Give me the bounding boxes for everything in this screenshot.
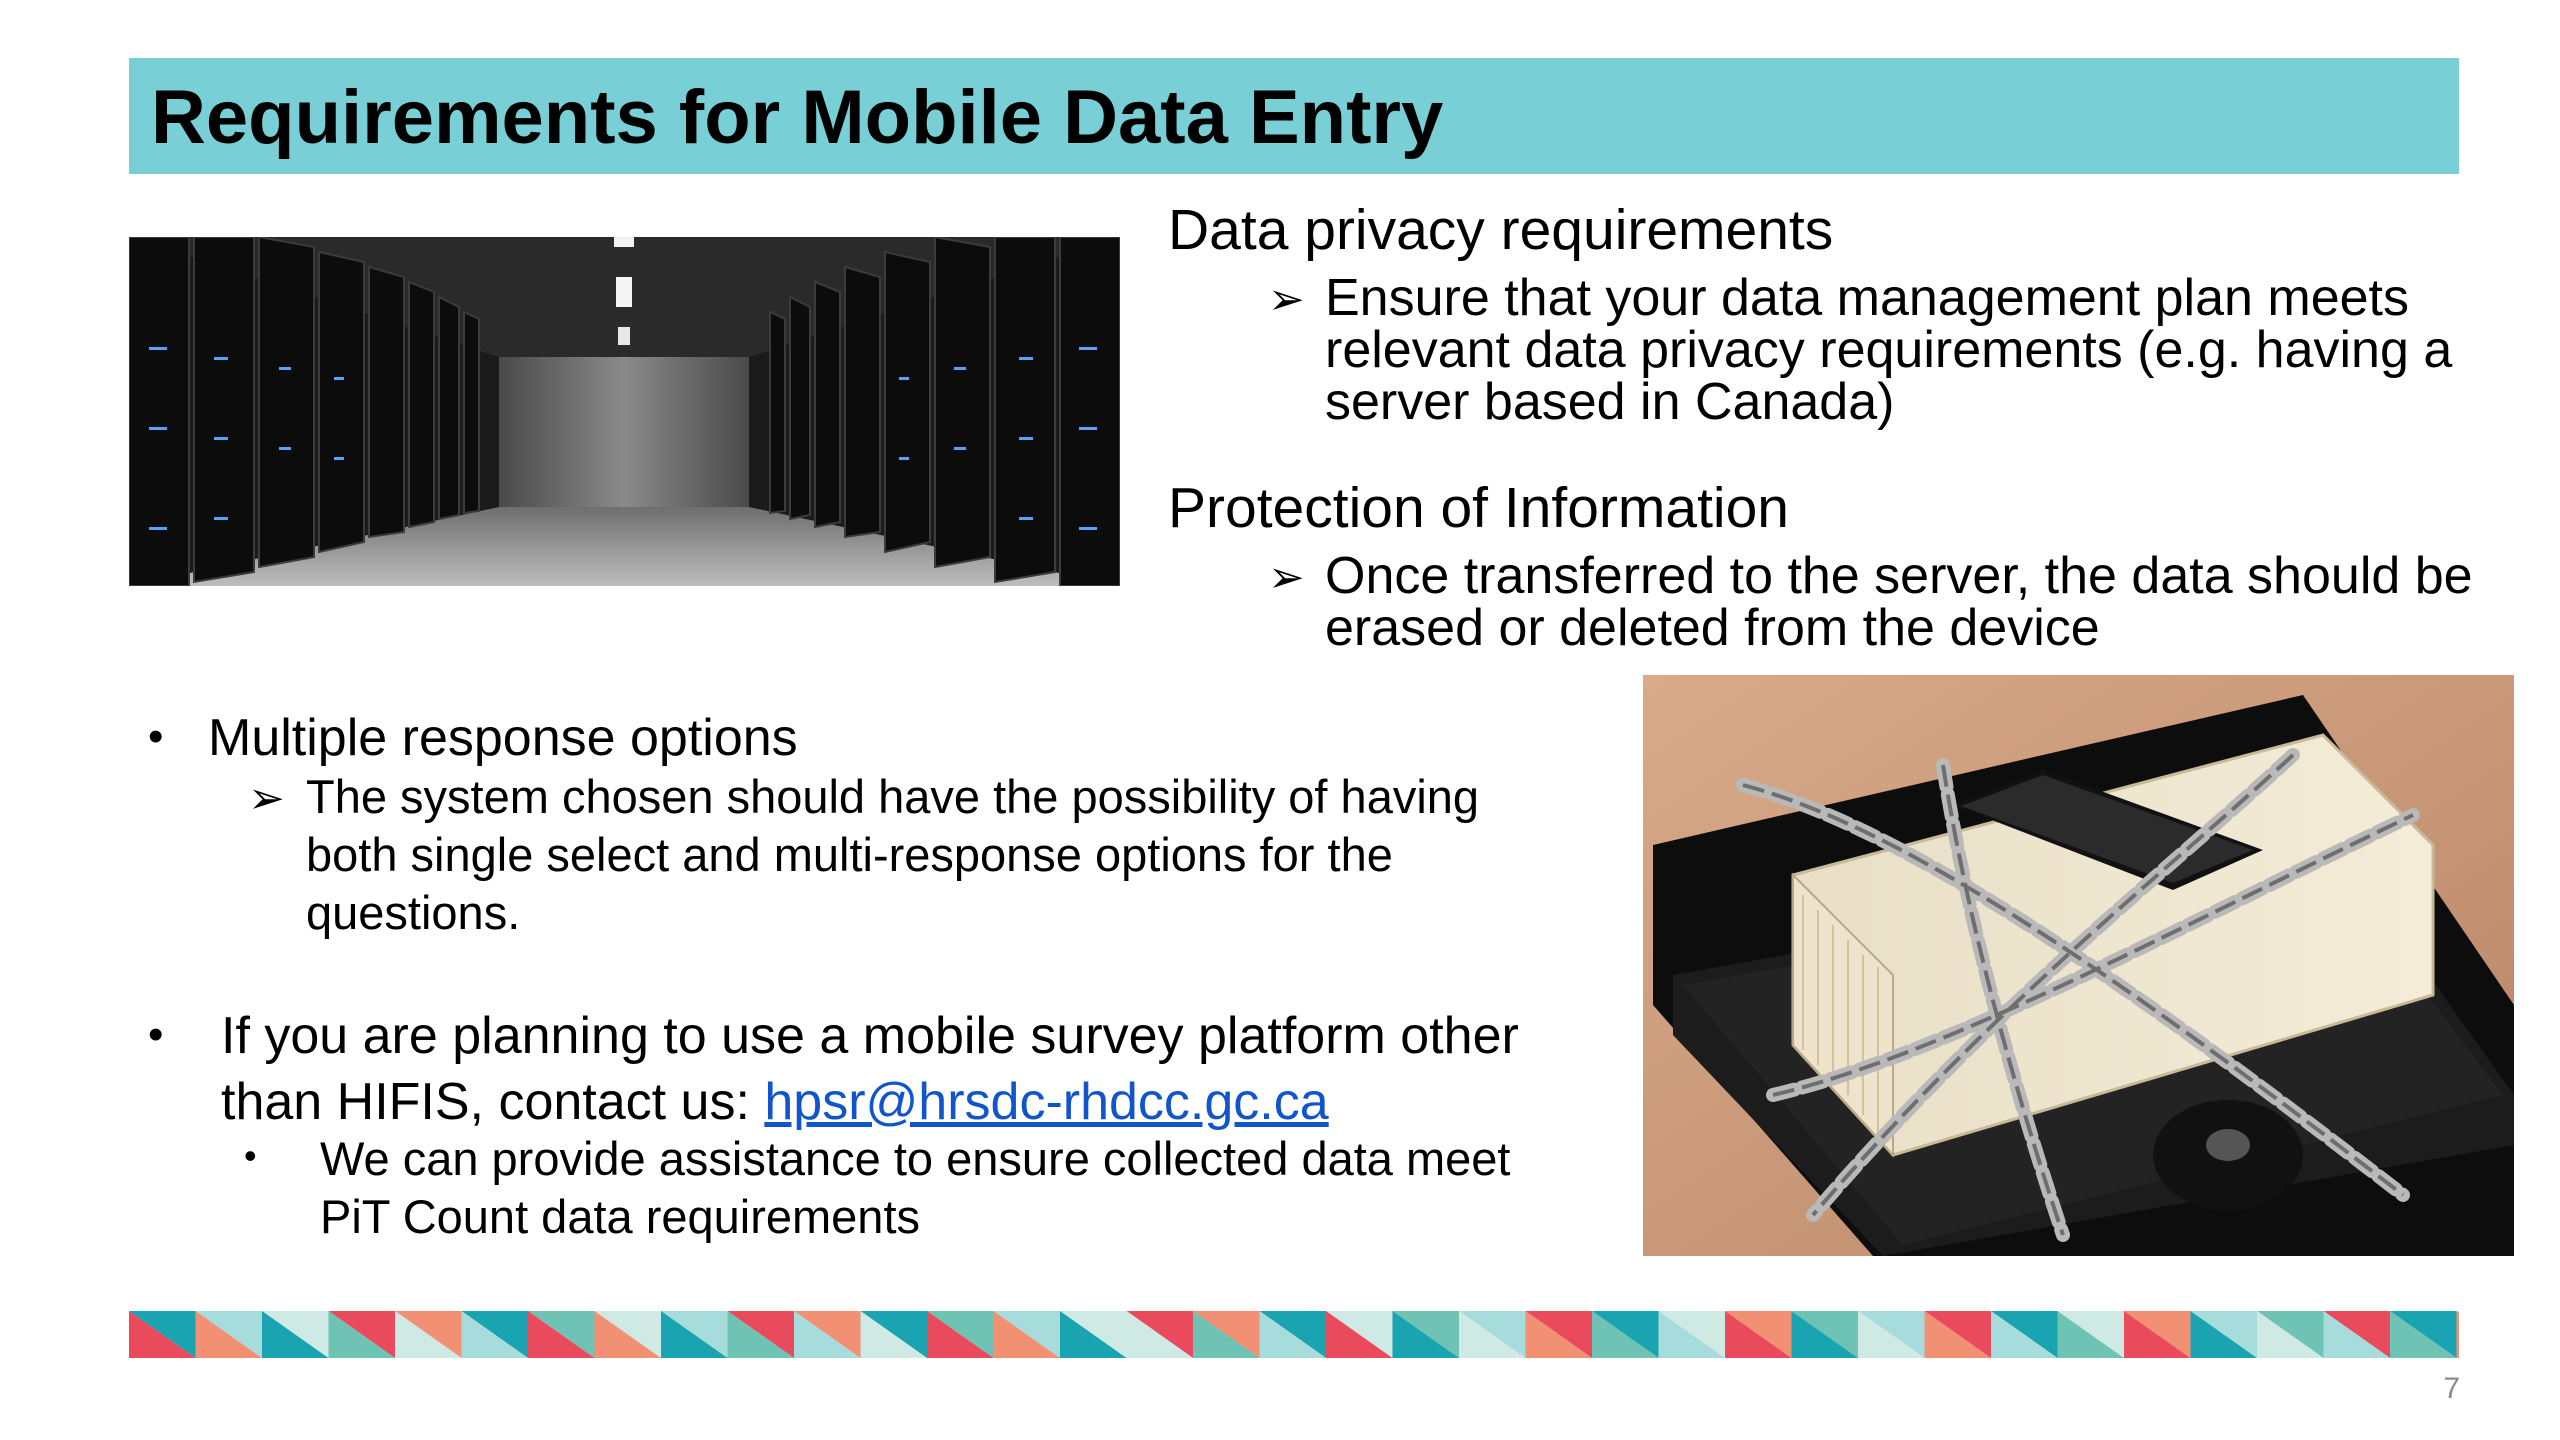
- slide-title: Requirements for Mobile Data Entry: [151, 75, 1444, 160]
- platform-sub-line: We can provide assistance to ensure collected data meet: [320, 1132, 1511, 1185]
- privacy-line: Ensure that your data management plan meets: [1325, 269, 2409, 327]
- server-room-image: [129, 237, 1120, 586]
- privacy-line: relevant data privacy requirements (e.g. having a: [1325, 321, 2453, 379]
- multiple-line: The system chosen should have the possibility of having: [306, 770, 1480, 823]
- protection-line: erased or deleted from the device: [1325, 599, 2100, 657]
- contact-email-link[interactable]: hpsr@hrsdc-rhdcc.gc.ca: [764, 1073, 1329, 1131]
- arrow-bullet-icon: ➢: [1268, 553, 1305, 602]
- platform-line: If you are planning to use a mobile survey platform other: [221, 1007, 1519, 1065]
- decorative-stripe: [129, 1311, 2459, 1358]
- stripe-triangle: [2457, 1311, 2460, 1358]
- privacy-heading: Data privacy requirements: [1168, 198, 1834, 262]
- bullet-icon: •: [148, 1010, 164, 1059]
- arrow-bullet-icon: ➢: [248, 774, 285, 823]
- chained-devices-image: [1643, 675, 2514, 1256]
- protection-heading: Protection of Information: [1168, 476, 1789, 540]
- multiple-line: questions.: [306, 886, 521, 939]
- privacy-line: server based in Canada): [1325, 373, 1895, 431]
- title-bar: [129, 58, 2459, 174]
- platform-contact-prefix: than HIFIS, contact us:: [221, 1073, 765, 1131]
- platform-sub-line: PiT Count data requirements: [320, 1190, 921, 1243]
- platform-contact-line: [221, 1069, 1329, 1135]
- multiple-heading: Multiple response options: [208, 709, 798, 767]
- bullet-icon: •: [244, 1135, 257, 1176]
- multiple-line: both single select and multi-response options for the: [306, 828, 1393, 881]
- arrow-bullet-icon: ➢: [1268, 275, 1305, 324]
- protection-line: Once transferred to the server, the data should be: [1325, 547, 2473, 605]
- page-number: 7: [2443, 1372, 2460, 1405]
- bullet-icon: •: [148, 712, 164, 761]
